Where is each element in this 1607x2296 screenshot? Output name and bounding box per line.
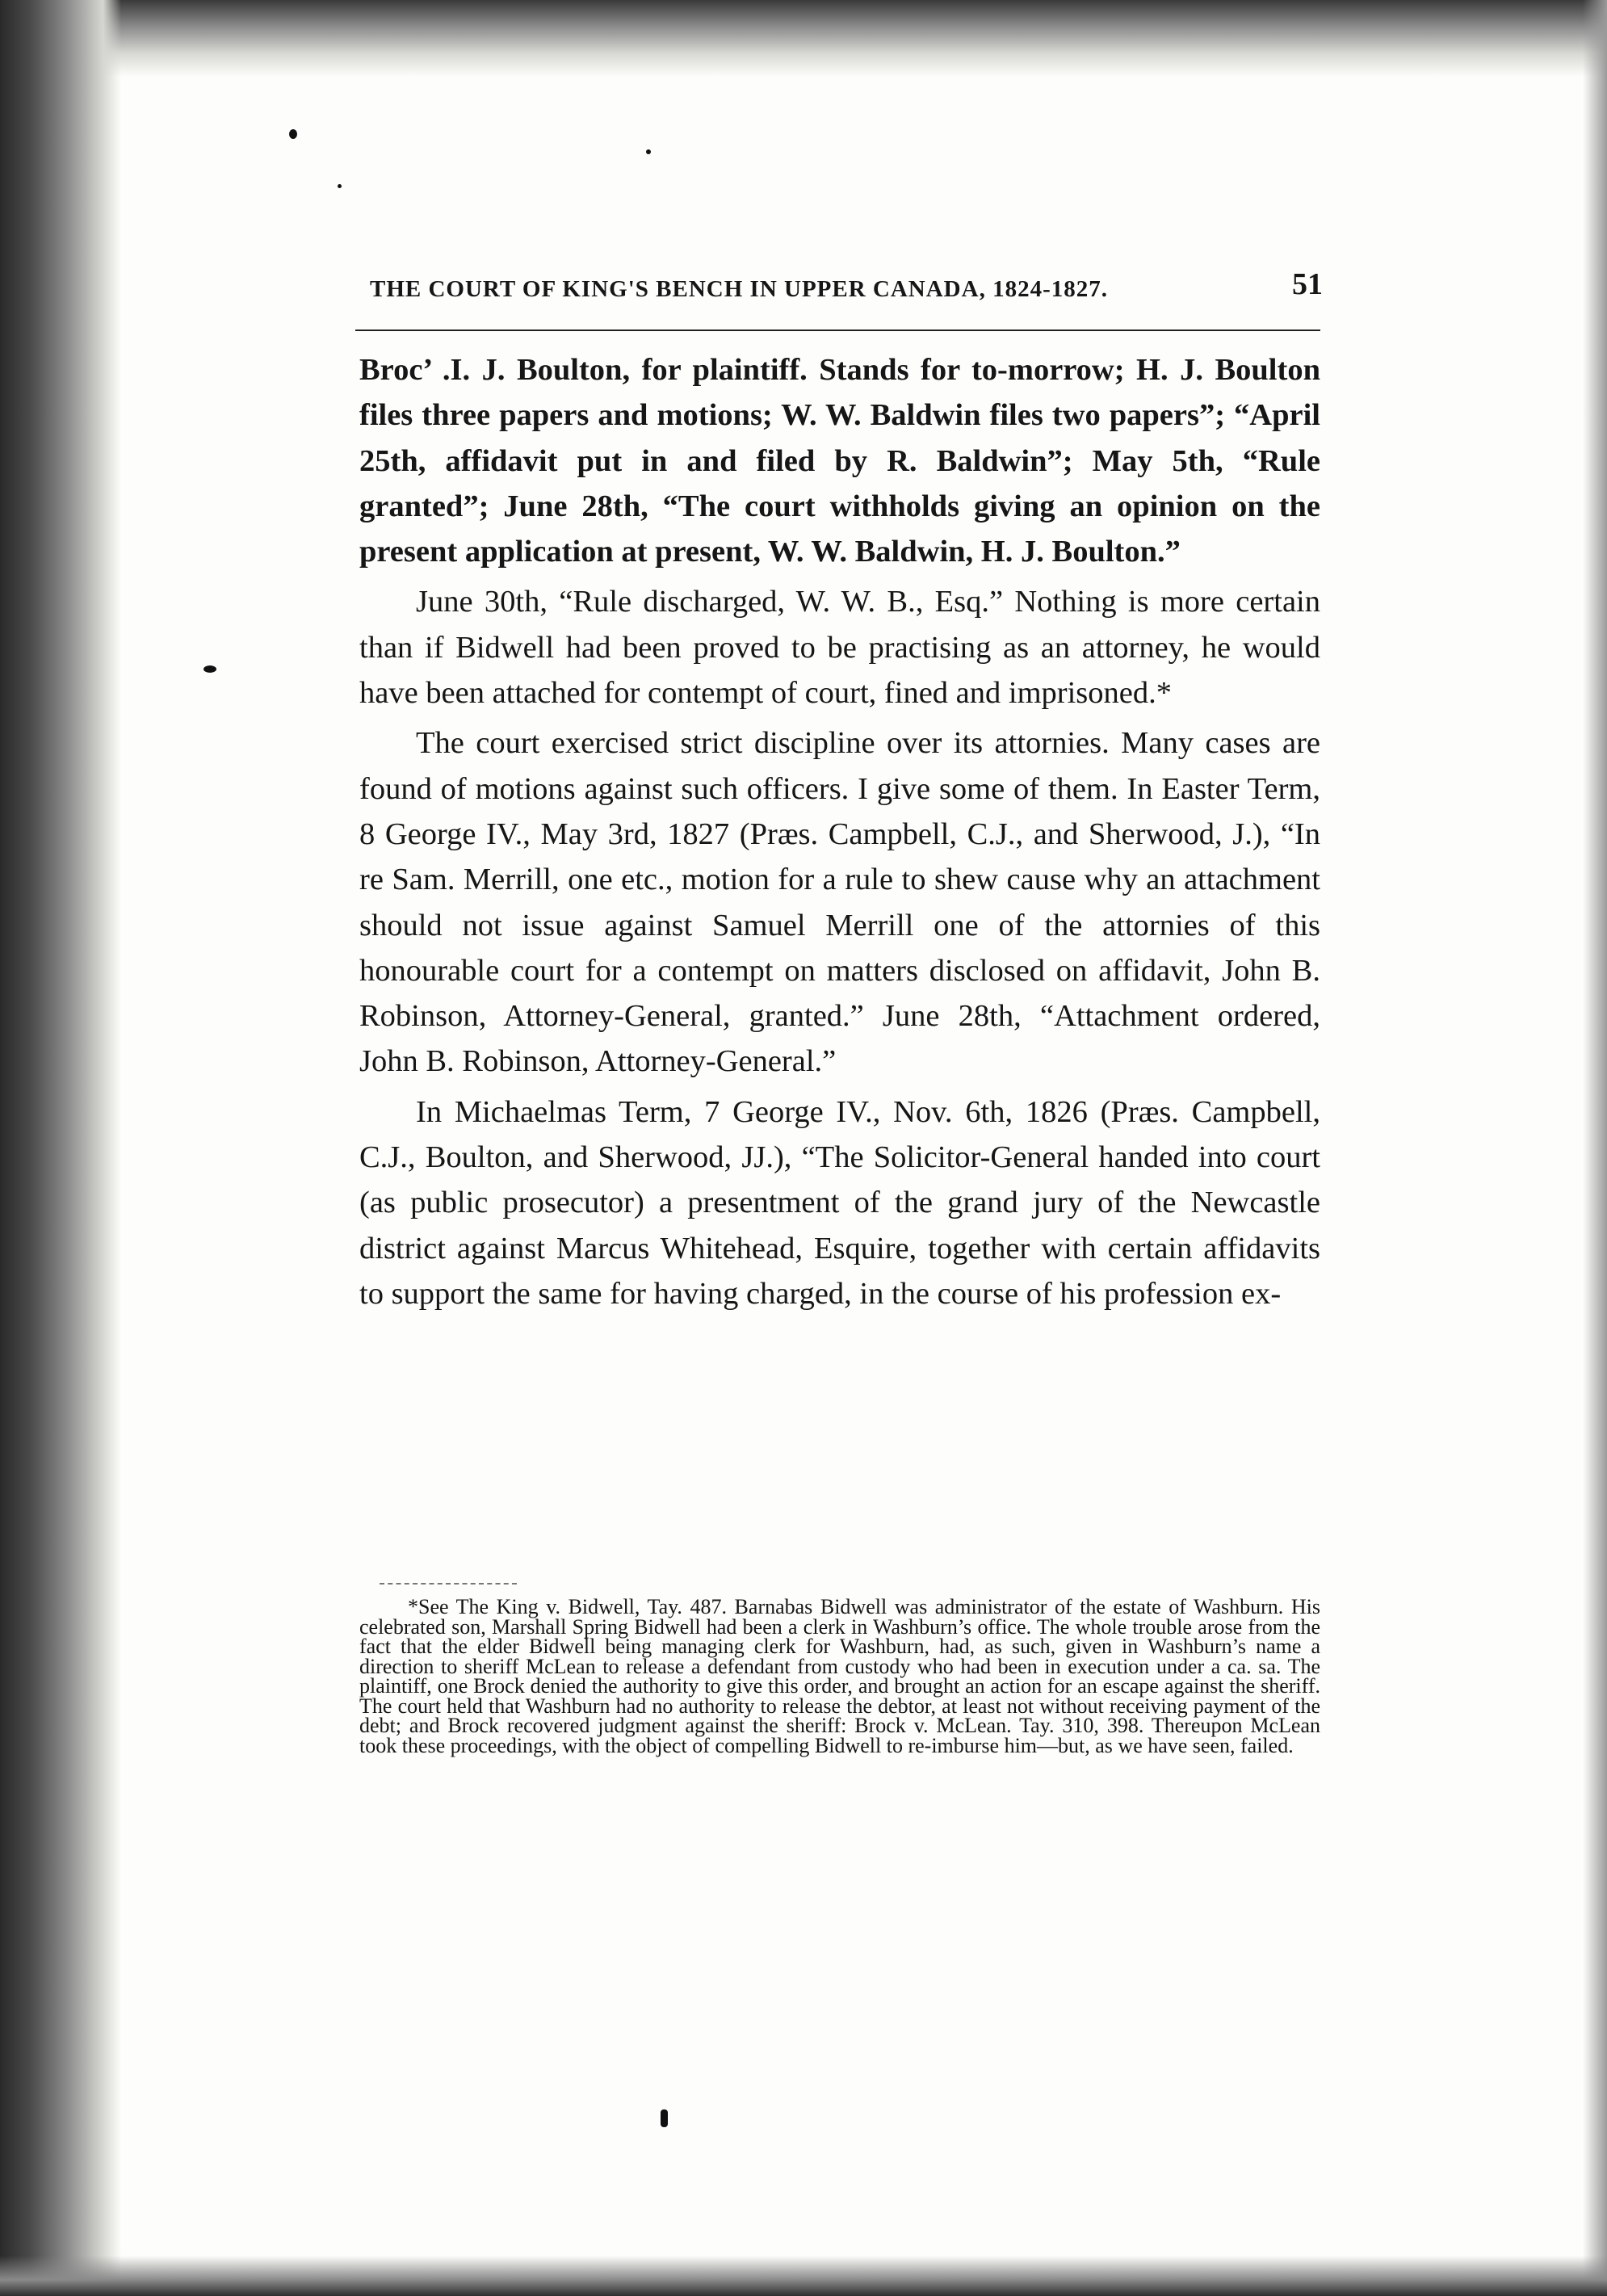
scan-binding-edge: [0, 0, 121, 2296]
scan-top-edge: [0, 0, 1607, 77]
running-header: [370, 267, 1323, 315]
scan-speck: [203, 665, 216, 673]
paragraph-rule-discharged: June 30th, “Rule discharged, W. W. B., Esq.” Nothing is more certain than if Bidwell had been proved to be practising as an attorney, he would have been attached for contempt of court, fined and imprisoned.*: [359, 585, 1320, 711]
scan-right-edge: [1583, 0, 1607, 2296]
main-text: [359, 347, 1320, 1321]
scan-speck: [289, 129, 297, 139]
paragraph-discipline: The court exercised strict discipline over its attornies. Many cases are found of motions against such officers. I give some of them. In Easter Term, 8 George IV., May 3rd, 1827 (Præs. Campbell, C.J., and Sherwood, J.), “In re Sam. Merrill, one etc., motion for a rule to shew cause why an attachment should not issue against Samuel Merrill one of the attornies of this honourable court for a contempt on matters disclosed on affidavit, John B. Robinson, Attorney-General, granted.” June 28th, “Attachment ordered, John B. Robinson, Attorney-General.”: [359, 726, 1320, 1079]
scan-bottom-edge: [0, 2256, 1607, 2296]
footnote-rule: [380, 1583, 517, 1585]
footnote: *See The King v. Bidwell, Tay. 487. Barnabas Bidwell was administrator of the estate of Washburn. His celebrated son, Marshall Spring Bidwell had been a clerk in Washburn’s office. The whole trouble arose from the fact that the elder Bidwell being managing clerk for Washburn, had, as such, given in Washburn’s name a direction to sheriff McLean to release a defendant from custody who had been in execution under a ca. sa. The plaintiff, one Brock denied the authority to give this order, and brought an action for an escape against the sheriff. The court held that Washburn had no authority to release the debtor, at least not without receiving payment of the debt; and Brock recovered judgment against the sheriff: Brock v. McLean. Tay. 310, 398. Thereupon McLean took these proceedings, with the object of compelling Bidwell to re-imburse him—but, as we have seen, failed.: [359, 1595, 1320, 1757]
scan-speck: [338, 184, 342, 188]
scan-speck: [646, 149, 651, 154]
paragraph-michaelmas: In Michaelmas Term, 7 George IV., Nov. 6th, 1826 (Præs. Campbell, C.J., Boulton, and Sherwood, JJ.), “The Solicitor-General handed into court (as public prosecutor) a presentment of the grand jury of the Newcastle district against Marcus Whitehead, Esquire, together with certain affidavits to support the same for having charged, in the course of his profession ex-: [359, 1094, 1320, 1311]
paragraph-continuation: Broc’ .I. J. Boulton, for plaintiff. Stands for to-morrow; H. J. Boulton files three papers and motions; W. W. Baldwin files two papers”; “April 25th, affidavit put in and filed by R. Baldwin”; May 5th, “Rule granted”; June 28th, “The court withholds giving an opinion on the present application at present, W. W. Baldwin, H. J. Boulton.”: [359, 353, 1320, 569]
page-number: 51: [1292, 267, 1323, 301]
scan-mark: [661, 2109, 668, 2127]
running-head-title: THE COURT OF KING'S BENCH IN UPPER CANADA, 1824-1827.: [370, 276, 1108, 302]
header-rule: [355, 329, 1320, 331]
